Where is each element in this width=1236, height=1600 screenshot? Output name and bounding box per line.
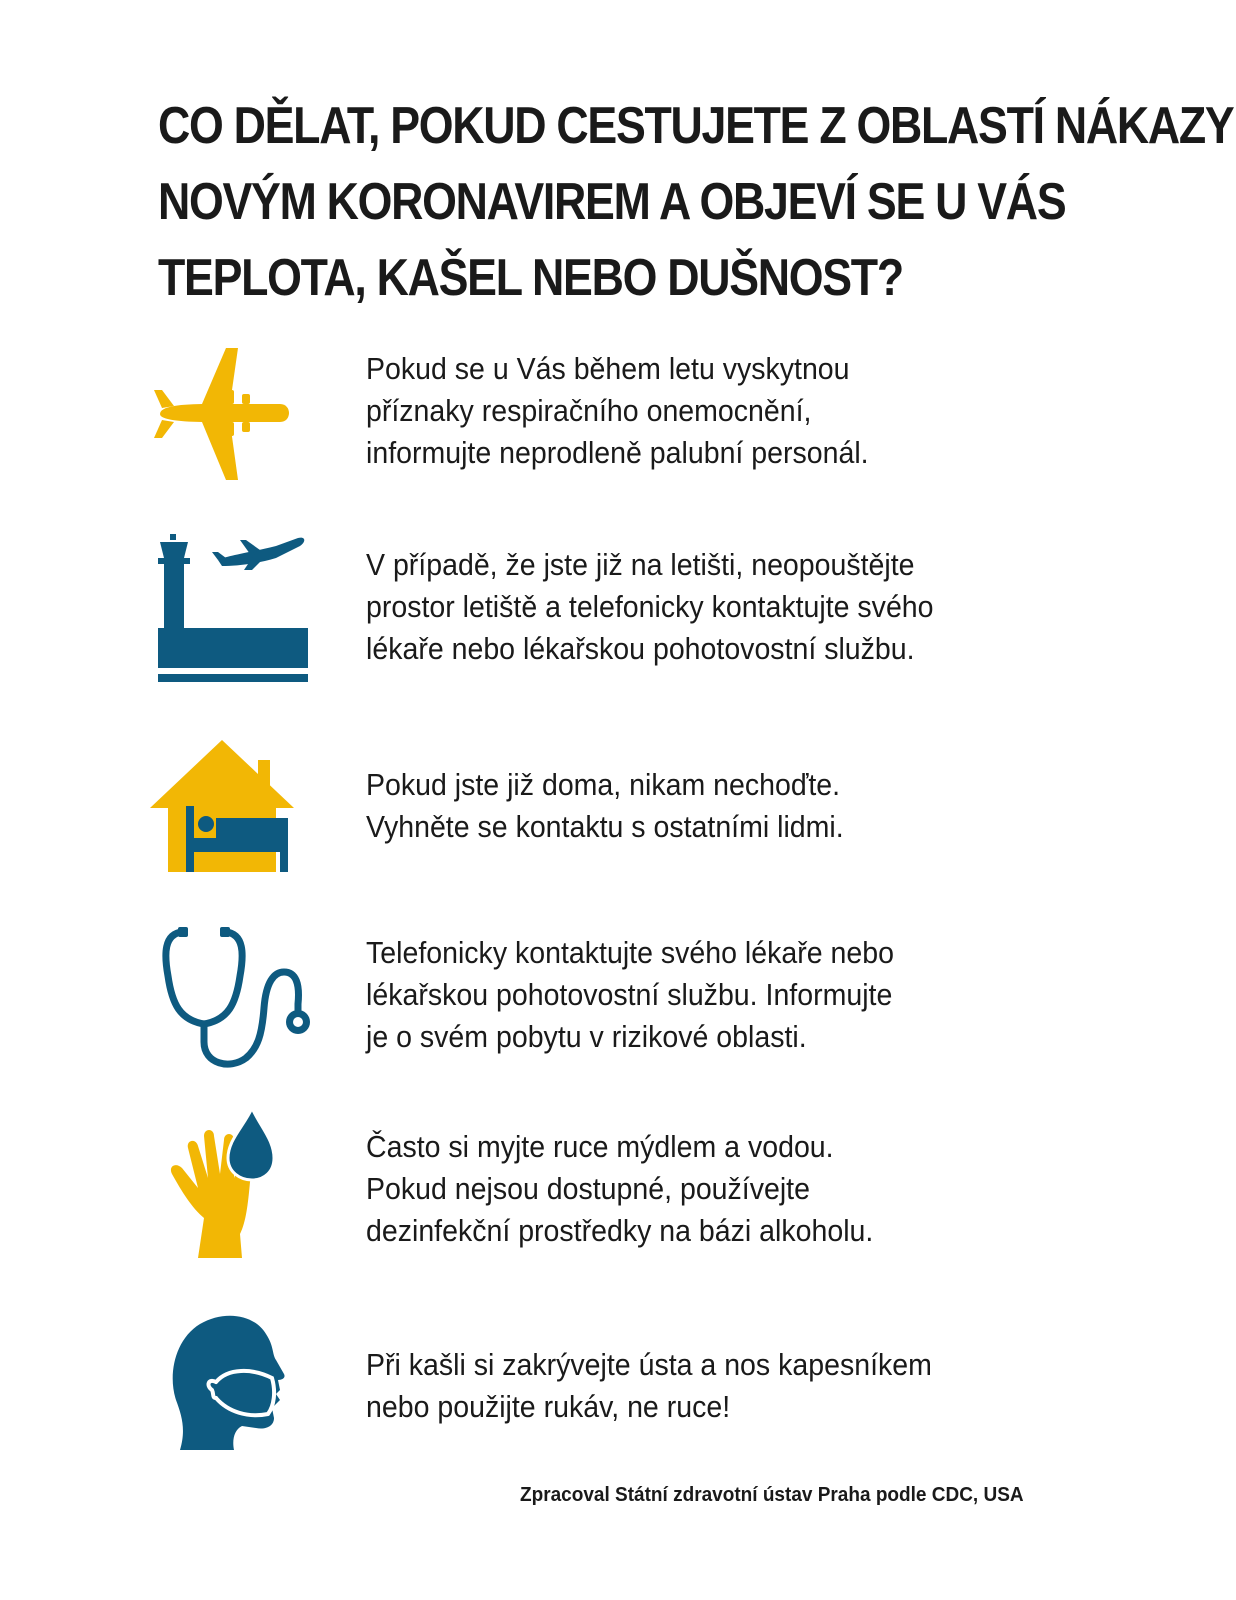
text-line: Vyhněte se kontaktu s ostatními lidmi. <box>366 809 844 844</box>
text-line: dezinfekční prostředky na bázi alkoholu. <box>366 1213 874 1248</box>
text-line: lékařskou pohotovostní službu. Informujte <box>366 977 893 1012</box>
title-line: TEPLOTA, KAŠEL NEBO DUŠNOST? <box>158 249 903 307</box>
airplane-icon <box>152 346 292 486</box>
airport-tower-icon <box>156 530 312 686</box>
text-line: nebo použijte rukáv, ne ruce! <box>366 1389 731 1424</box>
text-line: Při kašli si zakrývejte ústa a nos kapesníkem <box>366 1347 932 1382</box>
stethoscope-icon <box>158 924 310 1076</box>
text-line: je o svém pobytu v rizikové oblasti. <box>366 1019 807 1054</box>
advice-text <box>366 1344 1047 1428</box>
title-line: CO DĚLAT, POKUD CESTUJETE Z OBLASTÍ NÁKAZY <box>158 97 1234 155</box>
text-line: prostor letiště a telefonicky kontaktujte svého <box>366 589 934 624</box>
advice-text <box>366 1126 1047 1252</box>
text-line: Pokud nejsou dostupné, používejte <box>366 1171 810 1206</box>
page-title <box>158 88 1234 316</box>
text-line: V případě, že jste již na letišti, neopouštějte <box>366 547 915 582</box>
advice-text <box>366 348 1047 474</box>
title-line: NOVÝM KORONAVIREM A OBJEVÍ SE U VÁS <box>158 173 1066 231</box>
house-bed-icon <box>150 738 296 874</box>
advice-text <box>366 544 1047 670</box>
hand-water-drop-icon <box>168 1108 278 1264</box>
text-line: Pokud jste již doma, nikam nechoďte. <box>366 767 841 802</box>
face-mask-icon <box>172 1312 288 1452</box>
text-line: Pokud se u Vás během letu vyskytnou <box>366 351 850 386</box>
advice-text <box>366 764 1047 848</box>
text-line: příznaky respiračního onemocnění, <box>366 393 812 428</box>
source-credit: Zpracoval Státní zdravotní ústav Praha podle CDC, USA <box>520 1484 1024 1506</box>
text-line: lékaře nebo lékařskou pohotovostní službu. <box>366 631 915 666</box>
text-line: Telefonicky kontaktujte svého lékaře nebo <box>366 935 894 970</box>
text-line: Často si myjte ruce mýdlem a vodou. <box>366 1129 834 1164</box>
text-line: informujte neprodleně palubní personál. <box>366 435 869 470</box>
advice-text <box>366 932 1047 1058</box>
